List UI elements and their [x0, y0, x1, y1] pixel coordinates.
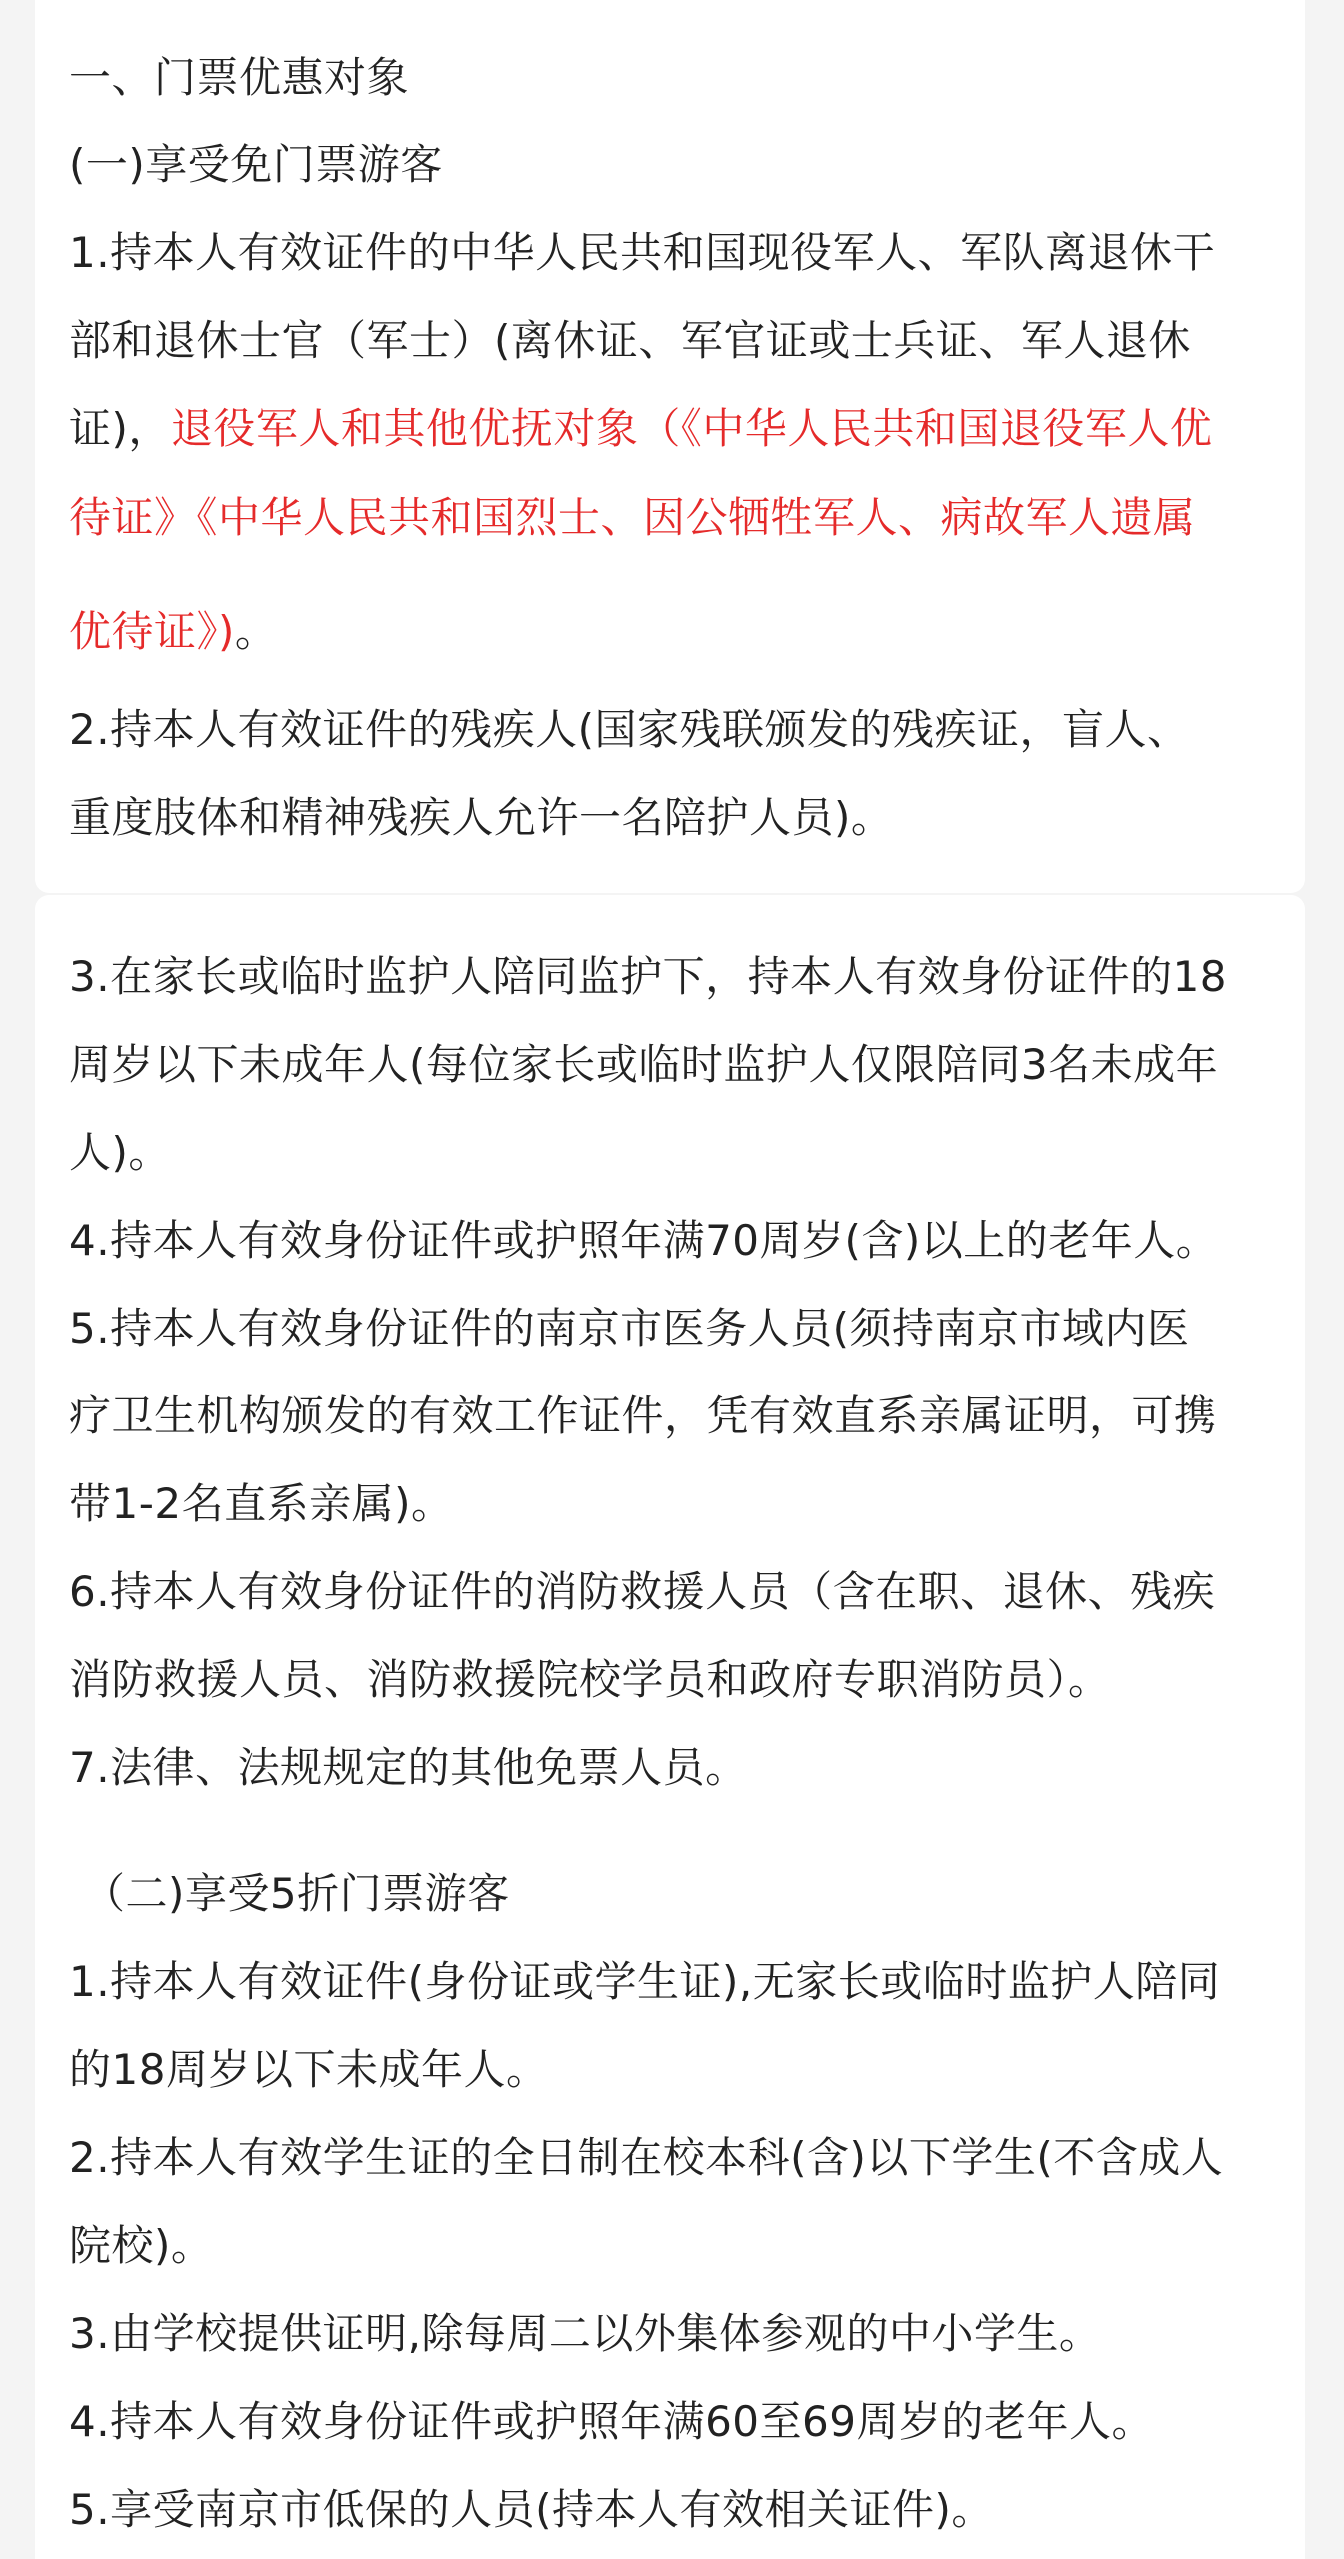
free-item-7: 7.法律、法规规定的其他免票人员。	[69, 1743, 748, 1792]
half-item-3: 3.由学校提供证明,除每周二以外集体参观的中小学生。	[69, 2309, 1102, 2358]
half-item-2-line-2: 院校)。	[69, 2221, 214, 2270]
free-item-5-line-3: 带1-2名直系亲属)。	[69, 1479, 454, 1528]
subsection-title-free: (一)享受免门票游客	[69, 140, 443, 189]
half-item-5: 5.享受南京市低保的人员(持本人有效相关证件)。	[69, 2485, 994, 2534]
free-item-1-line-3-highlight: 退役军人和其他优抚对象（《中华人民共和国退役军人优	[170, 404, 1213, 453]
free-item-1-line-5-text: 。	[234, 607, 278, 656]
free-item-1-line-3	[69, 402, 1212, 456]
free-item-1-line-3-text: 证)，	[69, 404, 171, 453]
free-item-4: 4.持本人有效身份证件或护照年满70周岁(含)以上的老年人。	[69, 1216, 1219, 1265]
free-item-5-line-1: 5.持本人有效身份证件的南京市医务人员(须持南京市域内医	[69, 1304, 1190, 1353]
half-item-2-line-1: 2.持本人有效学生证的全日制在校本科(含)以下学生(不含成人	[69, 2133, 1224, 2182]
section-title: 一、门票优惠对象	[69, 53, 410, 102]
free-item-1-line-4-highlight: 待证》《中华人民共和国烈士、因公牺牲军人、病故军人遗属	[69, 493, 1196, 542]
half-item-4: 4.持本人有效身份证件或护照年满60至69周岁的老年人。	[69, 2397, 1154, 2446]
free-item-3-line-2: 周岁以下未成年人(每位家长或临时监护人仅限陪同3名未成年	[69, 1040, 1219, 1089]
half-item-1-line-2: 的18周岁以下未成年人。	[69, 2045, 549, 2094]
content-card-top	[35, 0, 1305, 893]
content-card-bottom	[35, 895, 1305, 2559]
free-item-2-line-2: 重度肢体和精神残疾人允许一名陪护人员)。	[69, 793, 894, 842]
free-item-3-line-3: 人)。	[69, 1128, 171, 1177]
half-item-1-line-1: 1.持本人有效证件(身份证或学生证),无家长或临时监护人陪同	[69, 1957, 1221, 2006]
free-item-1-line-5	[69, 605, 277, 659]
free-item-2-line-1: 2.持本人有效证件的残疾人(国家残联颁发的残疾证，盲人、	[69, 705, 1190, 754]
free-item-1-line-1: 1.持本人有效证件的中华人民共和国现役军人、军队离退休干	[69, 228, 1216, 277]
free-item-6-line-1: 6.持本人有效身份证件的消防救援人员（含在职、退休、残疾	[69, 1567, 1216, 1616]
free-item-5-line-2: 疗卫生机构颁发的有效工作证件，凭有效直系亲属证明，可携	[69, 1391, 1217, 1440]
free-item-1-line-5-highlight: 优待证》)	[69, 607, 235, 656]
free-item-3-line-1: 3.在家长或临时监护人陪同监护下，持本人有效身份证件的18	[69, 952, 1228, 1001]
subsection-title-half-price: （二)享受5折门票游客	[83, 1869, 510, 1918]
free-item-6-line-2: 消防救援人员、消防救援院校学员和政府专职消防员）。	[69, 1655, 1111, 1704]
free-item-1-line-2: 部和退休士官（军士）(离休证、军官证或士兵证、军人退休	[69, 316, 1191, 365]
